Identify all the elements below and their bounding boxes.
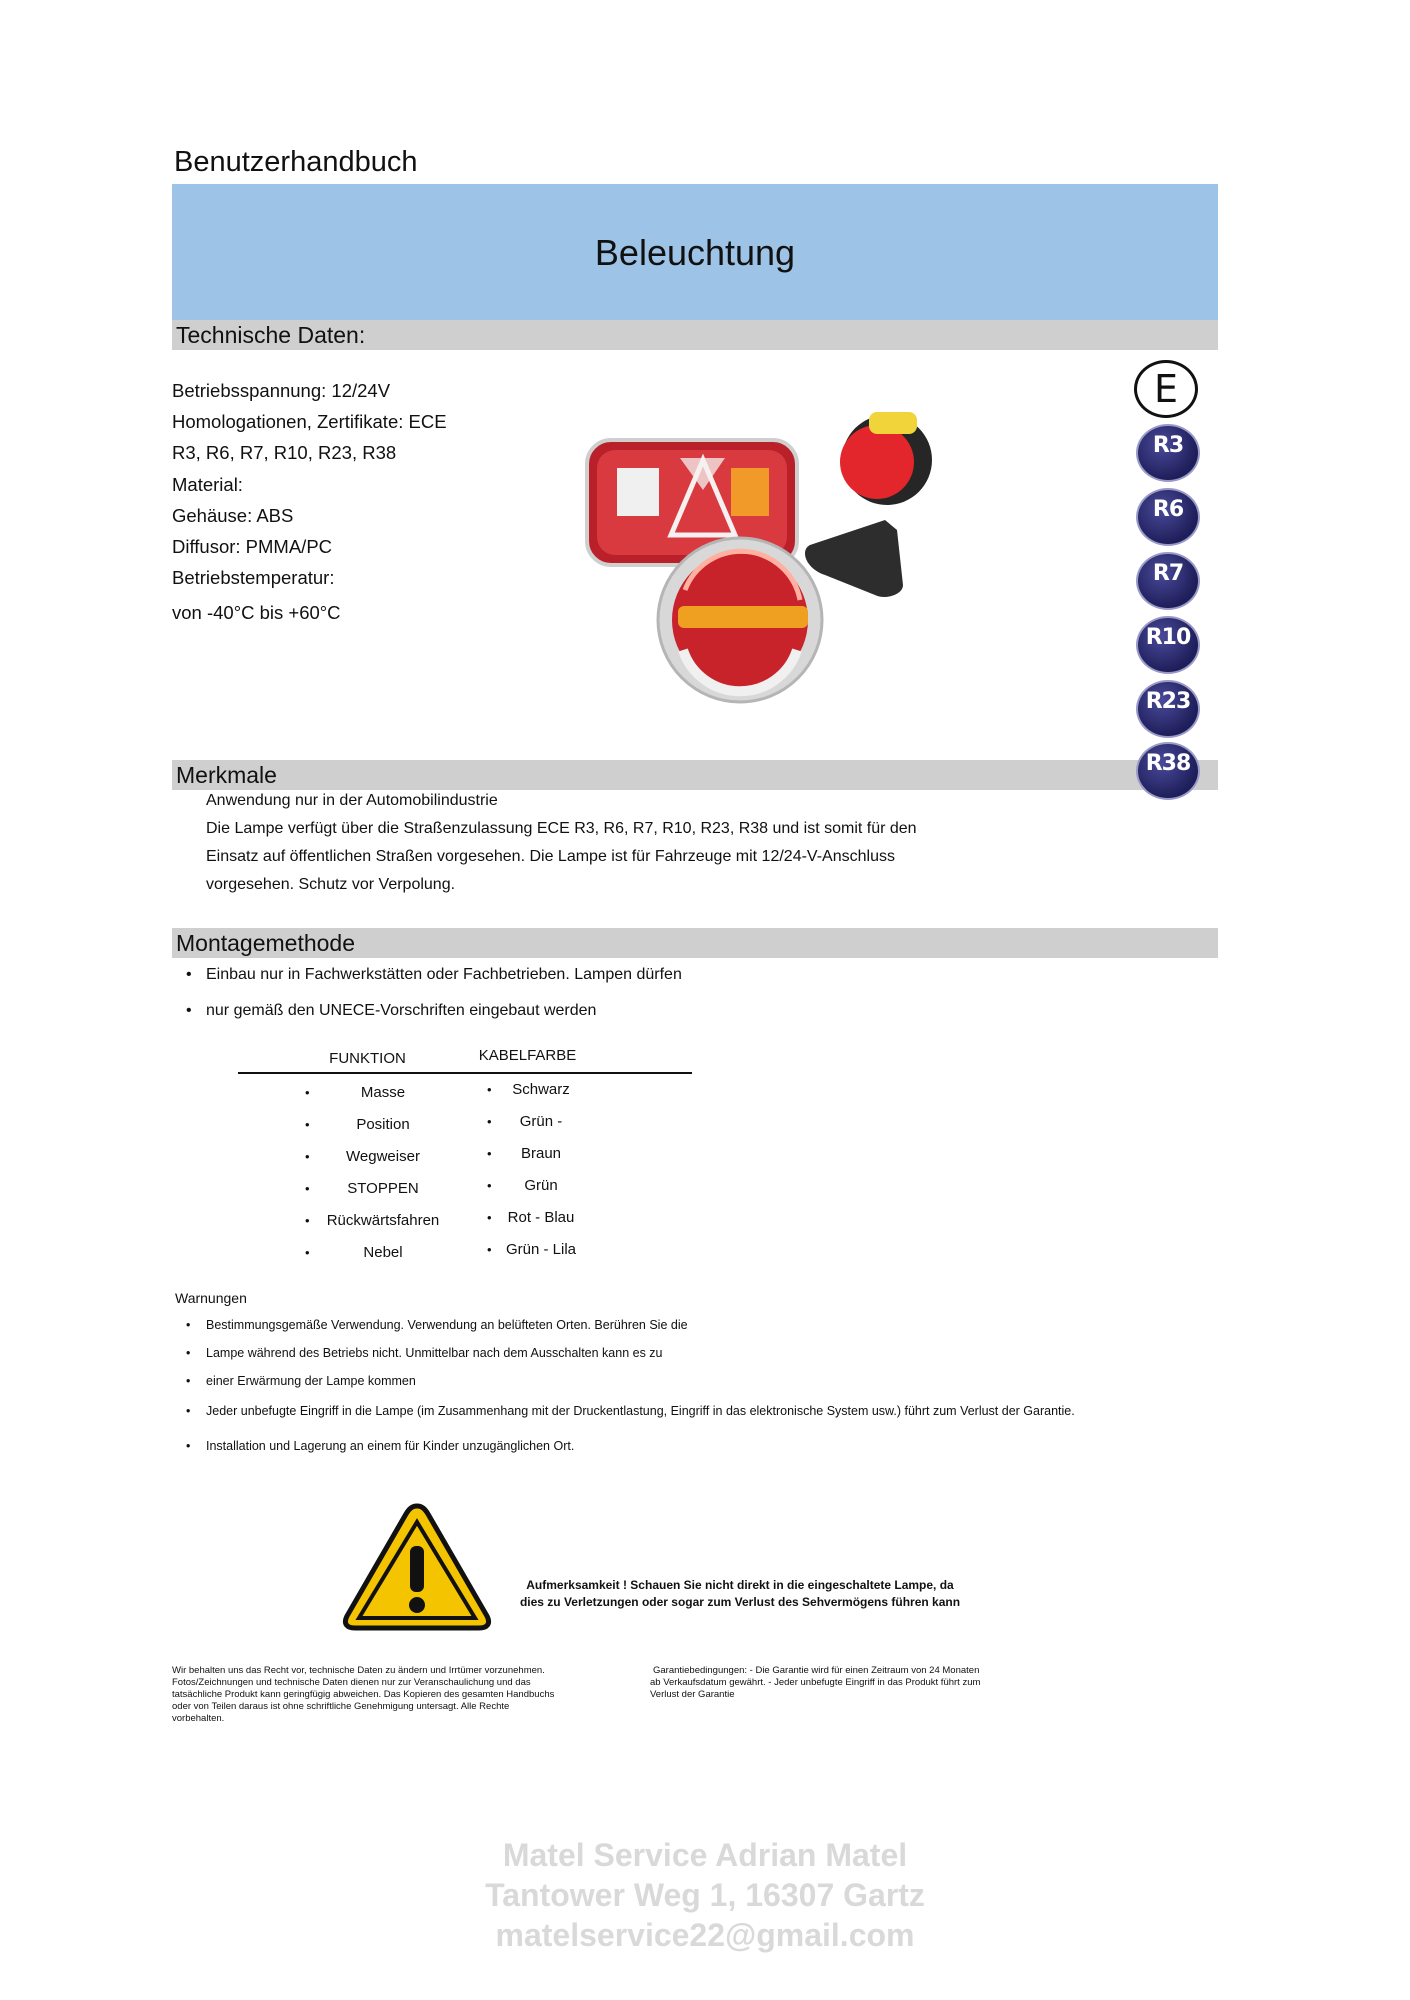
mounting-bullet-text: Einbau nur in Fachwerkstätten oder Fachbetrieben. Lampen dürfen [206,966,682,983]
function-cell: Nebel [363,1244,403,1261]
title-banner [172,184,1218,320]
warnings-heading: Warnungen [175,1290,247,1306]
warning-text: einer Erwärmung der Lampe kommen [206,1374,416,1388]
features-line: Die Lampe verfügt über die Straßenzulassung ECE R3, R6, R7, R10, R23, R38 und ist somit für den [206,820,917,837]
legal-note-line: vorbehalten. [172,1713,225,1724]
product-image [585,410,950,710]
legal-note-line: Wir behalten uns das Recht vor, technische Daten zu ändern und Irrtümer vorzunehmen. [172,1665,545,1676]
cert-badge-r3 [1136,424,1200,482]
e-mark [1134,360,1198,418]
e-mark-label: E [1153,367,1178,411]
features-heading: Merkmale [176,762,277,788]
features-line: vorgesehen. Schutz vor Verpolung. [206,876,456,893]
cert-code: R3 [1152,433,1184,458]
spec-line: Gehäuse: ABS [172,505,294,526]
function-cell: STOPPEN [347,1180,419,1197]
warning-bullet: • Bestimmungsgemäße Verwendung. Verwendung an belüfteten Orten. Berühren Sie die [186,1318,688,1332]
cert-code: R38 [1145,751,1191,776]
legal-note-line: tatsächliche Produkt kann geringfügig abweichen. Das Kopieren des gesamten Handbuchs [172,1689,555,1700]
warranty-note-line: Verlust der Garantie [650,1689,735,1700]
legal-note-line: Fotos/Zeichnungen und technische Daten dienen nur zur Veranschaulichung und das [172,1677,531,1688]
footer-email: matelservice22@gmail.com [495,1917,915,1953]
footer-company: Matel Service Adrian Matel [502,1837,908,1873]
warning-text: Installation und Lagerung an einem für Kinder unzugänglichen Ort. [206,1439,575,1453]
spec-line: Diffusor: PMMA/PC [172,536,333,557]
banner-text: Beleuchtung [594,232,796,273]
cert-code: R6 [1152,497,1184,522]
warning-bullet: • Lampe während des Betriebs nicht. Unmittelbar nach dem Ausschalten kann es zu [186,1346,663,1360]
color-cell: Grün - Lila [505,1241,577,1258]
warning-bullet: • einer Erwärmung der Lampe kommen [186,1374,416,1388]
spec-line: Betriebsspannung: 12/24V [172,380,391,401]
attention-line-1: Aufmerksamkeit ! Schauen Sie nicht direkt in die eingeschaltete Lampe, da [526,1578,954,1592]
color-cell: Schwarz [512,1081,570,1098]
col-header-color: KABELFARBE [478,1047,577,1064]
features-line: Einsatz auf öffentlichen Straßen vorgesehen. Die Lampe ist für Fahrzeuge mit 12/24-V-Anschluss [206,848,895,865]
spec-line: R3, R6, R7, R10, R23, R38 [172,442,397,463]
color-cell: Braun [520,1145,562,1162]
warning-text: Lampe während des Betriebs nicht. Unmittelbar nach dem Ausschalten kann es zu [206,1346,663,1360]
spec-line: Homologationen, Zertifikate: ECE [172,411,447,432]
cert-badge-r23 [1136,680,1200,738]
warning-triangle-icon [342,1500,492,1632]
technical-heading-bar [172,320,1218,350]
legal-note-line: oder von Teilen daraus ist ohne schriftliche Genehmigung untersagt. Alle Rechte [172,1701,510,1712]
attention-line-2: dies zu Verletzungen oder sogar zum Verlust des Sehvermögens führen kann [519,1595,961,1609]
function-cell: Wegweiser [346,1148,420,1165]
spec-line: Betriebstemperatur: [172,567,335,588]
features-line: Anwendung nur in der Automobilindustrie [206,792,498,809]
cert-badge-r10 [1136,616,1200,674]
color-cell: Rot - Blau [507,1209,575,1226]
legal-note [172,1665,554,1725]
cert-badge-r6 [1136,488,1200,546]
technical-heading: Technische Daten: [176,322,366,348]
cert-badge-r7 [1136,552,1200,610]
warning-bullet: • Jeder unbefugte Eingriff in die Lampe (im Zusammenhang mit der Druckentlastung, Eingriff in das elektronische System usw.) führt zum Verlust der Garantie. [186,1404,1075,1418]
cert-badge-r38 [1136,742,1200,800]
mounting-bullet-text: nur gemäß den UNECE-Vorschriften eingebaut werden [206,1002,597,1019]
color-cell: Grün - [519,1113,563,1130]
document-title: Benutzerhandbuch [174,146,418,178]
footer-address: Tantower Weg 1, 16307 Gartz [485,1877,925,1913]
mounting-heading: Montagemethode [176,930,356,956]
cert-code: R10 [1145,625,1191,650]
cert-code: R23 [1145,689,1191,714]
warranty-note [650,1665,980,1701]
warning-text: Jeder unbefugte Eingriff in die Lampe (im Zusammenhang mit der Druckentlastung, Eingriff in das elektronische System usw.) führt zum Verlust der Garantie. [206,1404,1075,1418]
mounting-bullet: • nur gemäß den UNECE-Vorschriften eingebaut werden [186,1002,597,1019]
warranty-note-line: Garantiebedingungen: - Die Garantie wird für einen Zeitraum von 24 Monaten [653,1665,980,1676]
mounting-bullet: • Einbau nur in Fachwerkstätten oder Fachbetrieben. Lampen dürfen [186,966,682,983]
col-header-function: FUNKTION [329,1050,406,1067]
table-header-rule [238,1072,692,1074]
function-cell: Position [356,1116,410,1133]
warning-text: Bestimmungsgemäße Verwendung. Verwendung an belüfteten Orten. Berühren Sie die [206,1318,688,1332]
color-cell: Grün [524,1177,558,1194]
warranty-note-line: ab Verkaufsdatum gewährt. - Jeder unbefugte Eingriff in das Produkt führt zum [650,1677,981,1688]
warning-bullet: • Installation und Lagerung an einem für Kinder unzugänglichen Ort. [186,1439,575,1453]
function-cell: Masse [360,1084,406,1101]
spec-line: von -40°C bis +60°C [172,602,341,623]
mounting-heading-bar [172,928,1218,958]
features-heading-bar [172,760,1218,790]
cert-code: R7 [1152,561,1184,586]
function-cell: Rückwärtsfahren [326,1212,440,1229]
spec-line: Material: [172,474,243,495]
